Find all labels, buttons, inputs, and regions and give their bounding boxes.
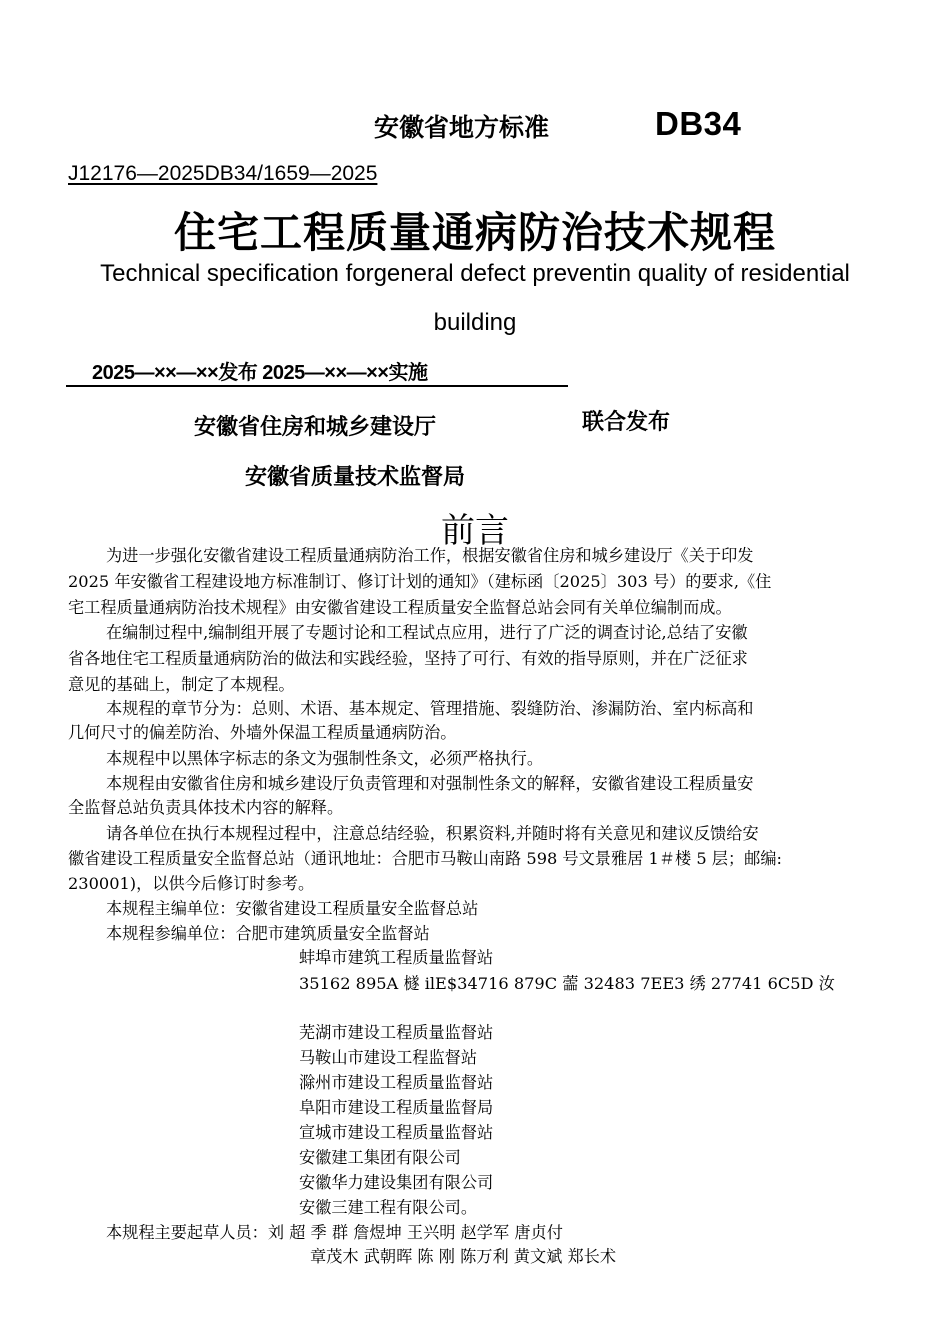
foreword-line: 宅工程质量通病防治技术规程》由安徽省建设工程质量安全监督总站会同有关单位编制而成。 — [68, 598, 732, 617]
participating-unit: 宣城市建设工程质量监督站 — [299, 1123, 494, 1142]
publisher-quality-bureau: 安徽省质量技术监督局 — [245, 464, 466, 489]
drafters-line-1: 本规程主要起草人员：刘 超 季 群 詹煜坤 王兴明 赵学军 唐贞付 — [106, 1223, 563, 1242]
dates-text: 2025—××—××发布 2025—××—××实施 — [92, 362, 428, 384]
foreword-line: 在编制过程中,编制组开展了专题讨论和工程试点应用，进行了广泛的调查讨论,总结了安徽 — [106, 623, 748, 642]
foreword-title: 前言 — [441, 511, 509, 551]
participating-unit: 安徽建工集团有限公司 — [299, 1148, 461, 1167]
participating-unit: 安徽华力建设集团有限公司 — [299, 1173, 494, 1192]
standard-code: DB34 — [655, 105, 742, 142]
main-title: 住宅工程质量通病防治技术规程 — [173, 209, 776, 256]
chief-editor-unit: 本规程主编单位：安徽省建设工程质量安全监督总站 — [106, 899, 479, 918]
foreword-line: 意见的基础上，制定了本规程。 — [68, 675, 295, 694]
foreword-line: 本规程由安徽省住房和城乡建设厅负责管理和对强制性条文的解释，安徽省建设工程质量安 — [106, 774, 754, 793]
publisher-housing-dept: 安徽省住房和城乡建设厅 — [194, 414, 437, 439]
garbled-text-line: 35162 895A 檖 ilE$34716 879C 蘦 32483 7EE3 绣 27741 6C5D 汝 — [299, 974, 835, 993]
standard-category-label: 安徽省地方标准 — [374, 114, 550, 142]
publish-implement-dates — [66, 361, 568, 387]
english-title-line-1: Technical specification forgeneral defect preventin quality of residential — [100, 260, 850, 287]
foreword-line: 几何尺寸的偏差防治、外墙外保温工程质量通病防治。 — [68, 723, 457, 742]
foreword-line: 全监督总站负责具体技术内容的解释。 — [68, 798, 344, 817]
english-title-line-2: building — [433, 309, 517, 336]
joint-publish-label: 联合发布 — [582, 409, 671, 434]
drafters-line-2: 章茂木 武朝晖 陈 刚 陈万利 黄文斌 郑长术 — [310, 1247, 617, 1266]
foreword-line: 徽省建设工程质量安全监督总站（通讯地址：合肥市马鞍山南路 598 号文景雅居 1＃楼 5 层；邮编: — [68, 849, 782, 868]
participating-unit: 蚌埠市建筑工程质量监督站 — [299, 948, 494, 967]
participating-unit: 滁州市建设工程质量监督站 — [299, 1073, 494, 1092]
participating-unit: 芜湖市建设工程质量监督站 — [299, 1023, 494, 1042]
standard-number: J12176—2025DB34/1659—2025 — [68, 162, 378, 185]
foreword-line: 2025 年安徽省工程建设地方标准制订、修订计划的通知》（建标函〔2025〕303 号）的要求,《住 — [68, 572, 772, 591]
foreword-line: 为进一步强化安徽省建设工程质量通病防治工作，根据安徽省住房和城乡建设厅《关于印发 — [106, 546, 754, 565]
foreword-line: 本规程的章节分为：总则、术语、基本规定、管理措施、裂缝防治、渗漏防治、室内标高和 — [106, 699, 754, 718]
foreword-line: 请各单位在执行本规程过程中，注意总结经验，积累资料,并随时将有关意见和建议反馈给安 — [106, 824, 759, 843]
foreword-line: 230001)，以供今后修订时参考。 — [68, 874, 315, 893]
participating-unit: 阜阳市建设工程质量监督局 — [299, 1098, 494, 1117]
foreword-line: 省各地住宅工程质量通病防治的做法和实践经验，坚持了可行、有效的指导原则，并在广泛征求 — [68, 649, 748, 668]
participating-units-label: 本规程参编单位：合肥市建筑质量安全监督站 — [106, 924, 430, 943]
foreword-line: 本规程中以黑体字标志的条文为强制性条文，必须严格执行。 — [106, 749, 544, 768]
participating-unit: 安徽三建工程有限公司。 — [299, 1198, 478, 1217]
participating-unit: 马鞍山市建设工程监督站 — [299, 1048, 478, 1067]
